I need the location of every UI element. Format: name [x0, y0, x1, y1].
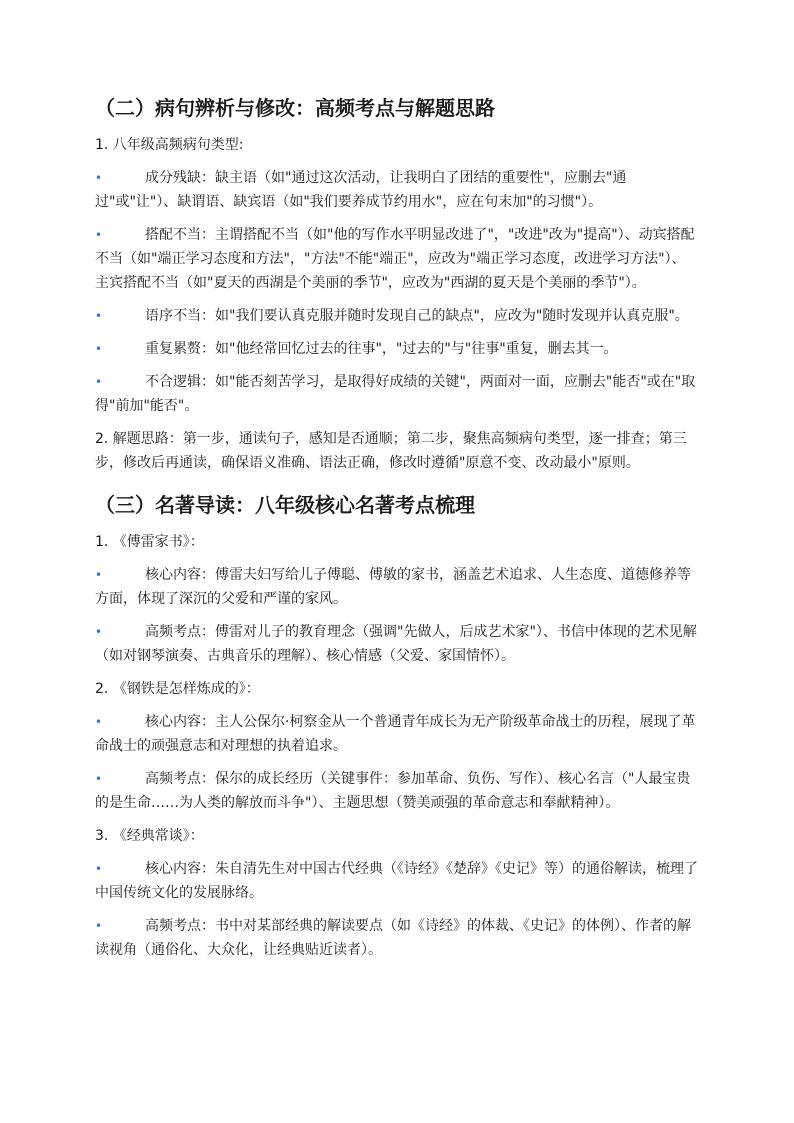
- bullet-icon: •: [95, 375, 103, 389]
- bullet-icon: •: [95, 862, 103, 876]
- bullet-item: [95, 563, 698, 611]
- bullet-item: [95, 337, 698, 361]
- bullet-item: [95, 223, 698, 295]
- bullet-icon: •: [95, 625, 103, 639]
- bullet-text: 搭配不当：主谓搭配不当（如"他的写作水平明显改进了"，"改进"改为"提高"）、动宾搭配不当（如"端正学习态度和方法"，"方法"不能"端正"，应改为"端正学习态度，改进学习方法"）、主宾搭配不当（如"夏天的西湖是个美丽的季节"，应改为"西湖的夏天是个美丽的季节"）。: [95, 227, 695, 291]
- bullet-text: 成分残缺：缺主语（如"通过这次活动，让我明白了团结的重要性"，应删去"通过"或"让"）、缺谓语、缺宾语（如"我们要养成节约用水"，应在句末加"的习惯"）。: [95, 170, 627, 210]
- bullet-text: 核心内容：主人公保尔·柯察金从一个普通青年成长为无产阶级革命战士的历程，展现了革命战士的顽强意志和对理想的执着追求。: [95, 714, 696, 754]
- paragraph: 3. 《经典常谈》：: [95, 828, 204, 844]
- bullet-icon: •: [95, 568, 103, 582]
- bullet-text: 重复累赘：如"他经常回忆过去的往事"，"过去的"与"往事"重复，删去其一。: [145, 341, 618, 357]
- bullet-item: [95, 304, 698, 328]
- section-classics-guide: [95, 490, 698, 962]
- bullet-item: [95, 166, 698, 214]
- paragraph: 1. 八年级高频病句类型:: [95, 137, 244, 153]
- bullet-item: [95, 710, 698, 758]
- bullet-item: [95, 370, 698, 418]
- bullet-icon: •: [95, 342, 103, 356]
- paragraph: 2. 《钢铁是怎样炼成的》：: [95, 681, 260, 697]
- bullet-icon: •: [95, 228, 103, 242]
- bullet-item: [95, 914, 698, 962]
- bullet-text: 语序不当：如"我们要认真克服并随时发现自己的缺点"，应改为"随时发现并认真克服"。: [145, 308, 689, 324]
- bullet-item: [95, 767, 698, 815]
- bullet-text: 高频考点：书中对某部经典的解读要点（如《诗经》的体裁、《史记》的体例）、作者的解读视角（通俗化、大众化，让经典贴近读者）。: [95, 918, 691, 958]
- section-title: （二）病句辨析与修改：高频考点与解题思路: [95, 96, 495, 120]
- bullet-item: [95, 620, 698, 668]
- bullet-icon: •: [95, 715, 103, 729]
- bullet-text: 不合逻辑：如"能否刻苦学习，是取得好成绩的关键"，两面对一面，应删去"能否"或在"取得"前加"能否"。: [95, 374, 696, 414]
- bullet-text: 核心内容：朱自清先生对中国古代经典（《诗经》《楚辞》《史记》等）的通俗解读，梳理了中国传统文化的发展脉络。: [95, 861, 698, 901]
- bullet-icon: •: [95, 772, 103, 786]
- bullet-text: 高频考点：保尔的成长经历（关键事件：参加革命、负伤、写作）、核心名言（"人最宝贵的是生命……为人类的解放而斗争"）、主题思想（赞美顽强的革命意志和奉献精神）。: [95, 771, 691, 811]
- bullet-item: [95, 857, 698, 905]
- paragraph: 2. 解题思路：第一步，通读句子，感知是否通顺；第二步，聚焦高频病句类型，逐一排查；第三步，修改后再通读，确保语义准确、语法正确，修改时遵循"原意不变、改动最小"原则。: [95, 431, 687, 471]
- paragraph: 1. 《傅雷家书》：: [95, 534, 204, 550]
- bullet-text: 核心内容：傅雷夫妇写给儿子傅聪、傅敏的家书，涵盖艺术追求、人生态度、道德修养等方面，体现了深沉的父爱和严谨的家风。: [95, 567, 691, 607]
- section-sentence-errors: [95, 93, 698, 475]
- bullet-icon: •: [95, 171, 103, 185]
- section-title: （三）名著导读：八年级核心名著考点梳理: [95, 493, 475, 517]
- bullet-text: 高频考点：傅雷对儿子的教育理念（强调"先做人，后成艺术家"）、书信中体现的艺术见解（如对钢琴演奏、古典音乐的理解）、核心情感（父爱、家国情怀）。: [95, 624, 697, 664]
- bullet-icon: •: [95, 309, 103, 323]
- bullet-icon: •: [95, 919, 103, 933]
